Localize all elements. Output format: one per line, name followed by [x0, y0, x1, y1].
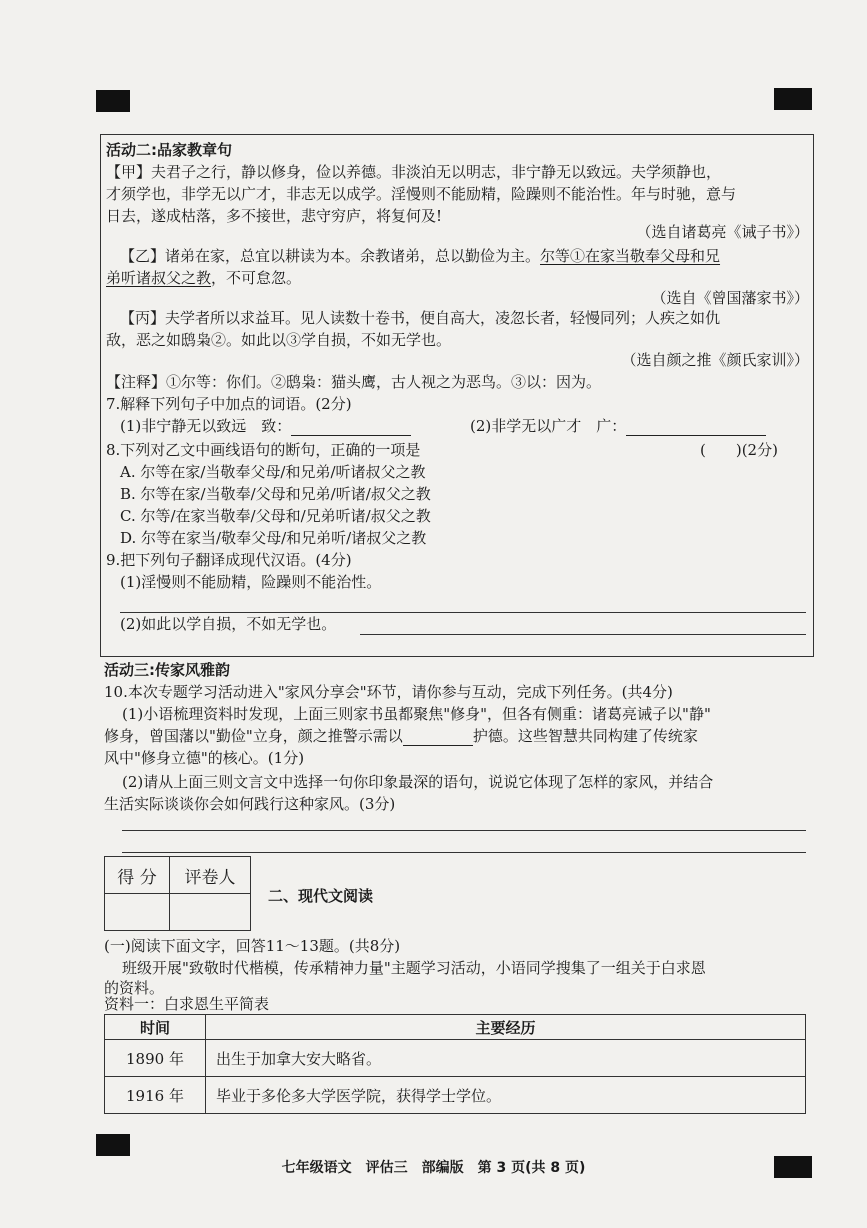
yi-line-1 — [120, 246, 720, 266]
option-a[interactable]: A. 尔等在家/当敬奉父母/和兄弟/听诸叔父之教 — [120, 463, 426, 481]
yi-underlined-2: 弟听诸叔父之教 — [106, 269, 212, 287]
question-10-2-line-1: (2)请从上面三则文言文中选择一句你印象最深的语句，说说它体现了怎样的家风，并结合 — [122, 773, 714, 791]
answer-line-10-2-a[interactable] — [122, 830, 806, 831]
yi-line-2 — [106, 268, 301, 288]
question-10: 10.本次专题学习活动进入"家风分享会"环节，请你参与互动，完成下列任务。(共4分) — [104, 683, 673, 701]
question-10-2-line-2: 生活实际谈谈你会如何践行这种家风。(3分) — [104, 795, 396, 813]
row-2-experience: 毕业于多伦多大学医学院，获得学士学位。 — [206, 1077, 806, 1114]
score-cell[interactable] — [105, 894, 170, 931]
bing-line-2: 敌，恶之如鸱枭②。如此以③学自损，不如无学也。 — [106, 331, 452, 349]
question-7: 7.解释下列句子中加点的词语。(2分) — [106, 395, 352, 413]
score-box — [104, 856, 251, 931]
yi-underlined-1: 尔等①在家当敬奉父母和兄 — [540, 247, 721, 265]
question-7-2 — [470, 416, 766, 436]
jia-line-2: 才须学也，非学无以广才，非志无以成学。淫慢则不能励精，险躁则不能治性。年与时驰，意与 — [106, 185, 737, 203]
answer-blank-7-1[interactable] — [291, 419, 411, 436]
row-1-time: 1890 年 — [105, 1040, 206, 1077]
question-9: 9.把下列句子翻译成现代汉语。(4分) — [106, 551, 352, 569]
header-time: 时间 — [105, 1015, 206, 1040]
question-10-1-line-1: (1)小语梳理资料时发现，上面三则家书虽都聚焦"修身"，但各有侧重：诸葛亮诫子以"静" — [122, 705, 711, 723]
jia-source: （选自诸葛亮《诫子书》） — [636, 223, 809, 241]
section-2-title: 二、现代文阅读 — [268, 887, 374, 905]
answer-line-9-2[interactable] — [360, 634, 806, 635]
question-9-1: (1)淫慢则不能励精，险躁则不能治性。 — [120, 573, 382, 591]
question-10-1-line-3: 风中"修身立德"的核心。(1分) — [104, 749, 305, 767]
yi-source: （选自《曾国藩家书》） — [651, 289, 809, 307]
activity3-title: 活动三:传家风雅韵 — [104, 661, 230, 679]
bio-table-header — [105, 1015, 806, 1040]
question-10-1-line-2 — [104, 726, 698, 746]
option-d[interactable]: D. 尔等在家当/敬奉父母/和兄弟听/诸叔父之教 — [120, 529, 427, 547]
intro-line-1: 班级开展"致敬时代楷模，传承精神力量"主题学习活动，小语同学搜集了一组关于白求恩 — [122, 959, 706, 977]
question-7-1-text: (1)非宁静无以致远 致： — [120, 417, 292, 435]
question-7-1 — [120, 416, 411, 436]
yi-line-1-text: 【乙】诸弟在家，总宜以耕读为本。余教诸弟，总以勤俭为主。 — [120, 247, 541, 265]
row-1-experience: 出生于加拿大安大略省。 — [206, 1040, 806, 1077]
intro-line-2: 的资料。 — [104, 979, 165, 997]
question-8: 8.下列对乙文中画线语句的断句，正确的一项是 — [106, 441, 421, 459]
notes: 【注释】①尔等：你们。②鸱枭：猫头鹰，古人视之为恶鸟。③以：因为。 — [106, 373, 602, 391]
question-9-2: (2)如此以学自损，不如无学也。 — [120, 615, 337, 633]
grader-label: 评卷人 — [170, 857, 251, 894]
option-c[interactable]: C. 尔等/在家当敬奉/父母和/兄弟听诸/叔父之教 — [120, 507, 431, 525]
question-10-1-line-2-post: 护德。这些智慧共同构建了传统家 — [472, 727, 698, 745]
page-footer: 七年级语文 评估三 部编版 第 3 页(共 8 页) — [281, 1160, 586, 1176]
bio-table — [104, 1014, 806, 1114]
yi-line-2-text: ，不可怠忽。 — [211, 269, 302, 287]
bing-line-1: 【丙】夫学者所以求益耳。见人读数十卷书，便自高大，凌忽长者，轻慢同列；人疾之如仇 — [120, 309, 721, 327]
question-10-1-line-2-pre: 修身，曾国藩以"勤俭"立身，颜之推警示需以 — [104, 727, 403, 745]
header-experience: 主要经历 — [206, 1015, 806, 1040]
registration-mark-top-left — [96, 90, 130, 112]
question-7-2-text: (2)非学无以广才 广： — [470, 417, 627, 435]
answer-blank-7-2[interactable] — [626, 419, 766, 436]
registration-mark-top-right — [774, 88, 812, 110]
material-1-title: 资料一：白求恩生平简表 — [104, 995, 270, 1013]
score-label: 得 分 — [105, 857, 170, 894]
answer-line-9-1[interactable] — [120, 612, 806, 613]
answer-line-10-2-b[interactable] — [122, 852, 806, 853]
answer-blank-10-1[interactable] — [403, 729, 473, 746]
section-divider — [100, 656, 814, 657]
grader-cell[interactable] — [170, 894, 251, 931]
part-1-instructions: (一)阅读下面文字，回答11～13题。(共8分) — [104, 937, 401, 955]
registration-mark-bottom-left — [96, 1134, 130, 1156]
row-2-time: 1916 年 — [105, 1077, 206, 1114]
jia-line-1: 【甲】夫君子之行，静以修身，俭以养德。非淡泊无以明志，非宁静无以致远。夫学须静也， — [106, 163, 722, 181]
bing-source: （选自颜之推《颜氏家训》） — [621, 351, 809, 369]
option-b[interactable]: B. 尔等在家/当敬奉/父母和兄弟/听诸/叔父之教 — [120, 485, 431, 503]
table-row — [105, 1040, 806, 1077]
activity2-title: 活动二:品家教章句 — [106, 141, 232, 159]
table-row — [105, 1077, 806, 1114]
jia-line-3: 日去，遂成枯落，多不接世，悲守穷庐，将复何及! — [106, 207, 443, 225]
question-8-score[interactable]: ( )(2分) — [700, 441, 778, 459]
